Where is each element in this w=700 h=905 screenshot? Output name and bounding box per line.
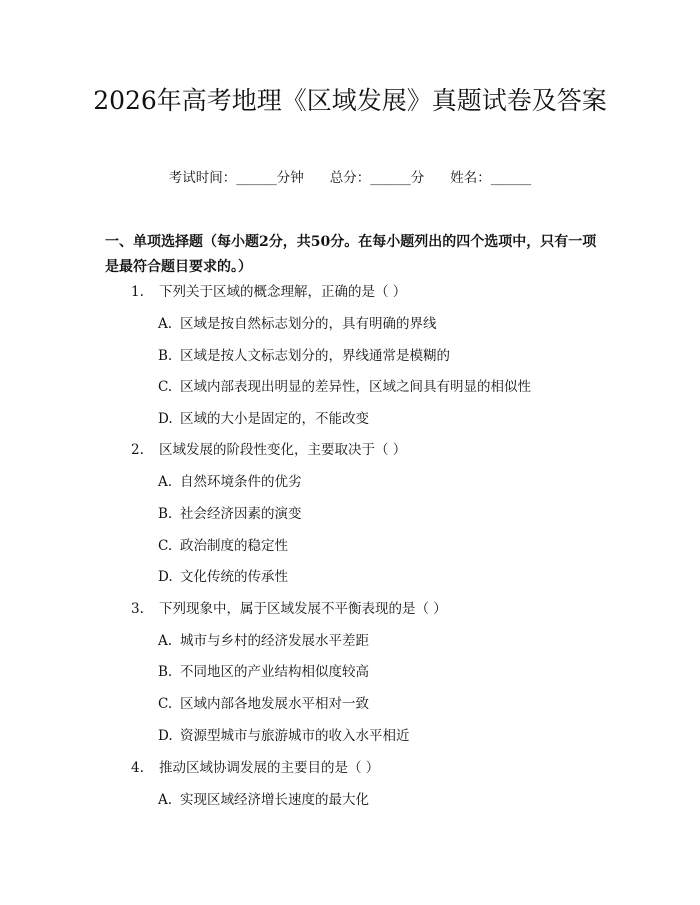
option-item: [158, 377, 531, 397]
option-item: [158, 662, 369, 682]
option-letter: C.: [158, 379, 173, 395]
option-item: [158, 409, 369, 429]
option-item: [158, 504, 302, 524]
option-letter: C.: [158, 696, 173, 712]
option-item: [158, 346, 450, 366]
option-text: 区域内部各地发展水平相对一致: [180, 696, 369, 712]
option-text: 政治制度的稳定性: [180, 538, 288, 554]
option-letter: A.: [158, 316, 173, 332]
option-text: 资源型城市与旅游城市的收入水平相近: [180, 728, 410, 744]
option-item: [158, 726, 410, 746]
option-text: 自然环境条件的优劣: [180, 474, 302, 490]
option-text: 文化传统的传承性: [180, 569, 288, 585]
option-text: 社会经济因素的演变: [180, 506, 302, 522]
option-item: [158, 790, 369, 810]
question-text: 区域发展的阶段性变化，主要取决于（ ）: [159, 442, 407, 458]
option-text: 区域的大小是固定的，不能改变: [180, 411, 369, 427]
question-number: 4.: [131, 760, 144, 776]
option-text: 实现区域经济增长速度的最大化: [180, 792, 369, 808]
option-item: [158, 631, 369, 651]
option-item: [158, 567, 288, 587]
option-letter: C.: [158, 538, 173, 554]
option-letter: D.: [158, 569, 173, 585]
total-score-label: 总分：______分: [329, 170, 425, 186]
option-item: [158, 314, 437, 334]
exam-meta: [0, 168, 700, 188]
section-heading: 一、单项选择题（每小题2分，共50分。在每小题列出的四个选项中，只有一项是最符合题目要求的。）: [105, 234, 597, 275]
option-letter: D.: [158, 728, 173, 744]
option-text: 区域是按人文标志划分的，界线通常是模糊的: [180, 348, 450, 364]
option-item: [158, 536, 288, 556]
question-number: 3.: [131, 601, 144, 617]
question-number: 1.: [131, 284, 144, 300]
option-text: 区域是按自然标志划分的，具有明确的界线: [180, 316, 437, 332]
option-text: 区域内部表现出明显的差异性，区域之间具有明显的相似性: [180, 379, 531, 395]
option-item: [158, 472, 302, 492]
option-letter: B.: [158, 506, 173, 522]
option-item: [158, 694, 369, 714]
question-text: 下列现象中，属于区域发展不平衡表现的是（ ）: [159, 601, 447, 617]
question-stem: [131, 282, 406, 302]
question-text: 推动区域协调发展的主要目的是（ ）: [159, 760, 380, 776]
question-stem: [131, 440, 406, 460]
question-text: 下列关于区域的概念理解，正确的是（ ）: [159, 284, 407, 300]
exam-title: 2026年高考地理《区域发展》真题试卷及答案: [93, 86, 607, 115]
option-letter: B.: [158, 664, 173, 680]
option-letter: A.: [158, 474, 173, 490]
option-text: 城市与乡村的经济发展水平差距: [180, 633, 369, 649]
option-letter: A.: [158, 633, 173, 649]
option-letter: D.: [158, 411, 173, 427]
option-text: 不同地区的产业结构相似度较高: [180, 664, 369, 680]
student-name-label: 姓名：______: [450, 170, 532, 186]
question-stem: [131, 599, 447, 619]
question-number: 2.: [131, 442, 144, 458]
option-letter: B.: [158, 348, 173, 364]
question-stem: [131, 758, 379, 778]
exam-time-label: 考试时间：______分钟: [168, 170, 304, 186]
option-letter: A.: [158, 792, 173, 808]
